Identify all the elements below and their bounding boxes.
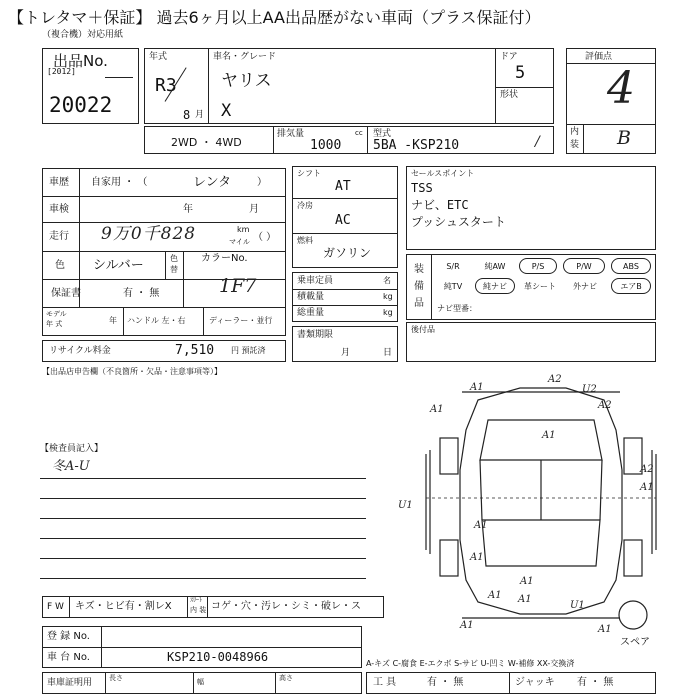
jack-label: ジャッキ [515, 677, 555, 688]
drive-options: 2WD ・ 4WD [171, 136, 242, 149]
recycle-unit: 円 預託済 [231, 346, 266, 355]
equip-alloy-wheel: 純AW [484, 262, 506, 271]
year-month: 8 [183, 108, 191, 122]
score-box [566, 48, 656, 154]
inspection-label: 車検 [49, 204, 69, 215]
score-value: 4 [607, 63, 635, 114]
spare-label: スペア [620, 637, 650, 648]
damage-mark: A2 [548, 374, 562, 385]
model-code-value: 5BA -KSP210 [373, 138, 460, 153]
chassis-value: KSP210-0048966 [167, 650, 269, 664]
ac-value: AC [335, 213, 351, 228]
equip-power-steering: P/S [519, 258, 557, 274]
equipment-label-3: 品 [414, 298, 424, 309]
interior-label-2: 装 [570, 140, 580, 150]
color-change-label-1: 色 [170, 254, 178, 263]
handle-options: ハンドル 左・右 [127, 316, 186, 325]
damage-mark: A1 [520, 576, 534, 587]
model-year-l1: モデル [46, 310, 67, 318]
color-change-label-2: 替 [170, 265, 178, 274]
fw-inside-1: ｽﾘｰﾄ [190, 597, 203, 604]
post-installed-box [406, 322, 656, 362]
load-label: 積載量 [297, 292, 325, 302]
docs-month: 月 [341, 348, 351, 358]
damage-mark: A1 [598, 624, 612, 635]
chassis-label: 車 台 No. [47, 652, 90, 663]
equip-navi: 純ナビ [475, 278, 515, 294]
recycle-label: リサイクル料金 [49, 346, 111, 356]
damage-mark: A1 [430, 404, 444, 415]
cert-height: 高さ [279, 674, 293, 682]
form-subheader: （複合機）対応用紙 [42, 30, 124, 40]
damage-mark: U2 [582, 384, 597, 395]
docs-box [292, 326, 398, 362]
tools-value: 有 ・ 無 [427, 677, 464, 688]
interior-value: B [617, 127, 631, 149]
history-options: 自家用 ・ （ [91, 177, 148, 188]
damage-mark: U1 [398, 500, 413, 511]
damage-mark: U1 [570, 600, 585, 611]
inspector-label: 【検査員記入】 [40, 444, 104, 454]
lot-number: 20022 [49, 93, 113, 117]
damage-mark: A1 [470, 382, 484, 393]
score-label: 評価点 [585, 52, 613, 62]
banner-text: 【トレタマ＋保証】 過去6ヶ月以上AA出品歴がない車両（プラス保証付） [8, 8, 541, 27]
interior-label-1: 内 [570, 127, 580, 137]
fw-inside-defects: コゲ・穴・汚レ・シミ・破レ・ス [211, 601, 361, 612]
equip-aftermarket-navi: 外ナビ [573, 282, 597, 291]
spec-row-box [144, 126, 554, 154]
fw-defects: キズ・ヒビ有・割レX [75, 601, 172, 612]
lot-stamp: [2012] [47, 67, 76, 76]
equip-power-window: P/W [563, 258, 605, 274]
fw-inside-2: 内 装 [190, 606, 207, 614]
damage-mark: A1 [474, 520, 488, 531]
equip-tv: 純TV [443, 282, 463, 291]
cert-label: 車庫証明用 [47, 678, 93, 688]
tools-box [366, 672, 656, 694]
history-label: 車歴 [49, 177, 69, 188]
jack-value: 有 ・ 無 [577, 677, 614, 688]
recycle-value: 7,510 [175, 343, 215, 358]
history-close: ） [257, 177, 267, 188]
year-label: 年式 [149, 52, 168, 62]
cert-length: 長さ [109, 674, 123, 682]
equip-leather: 革シート [524, 282, 556, 291]
model-year-l2: 年 式 [46, 320, 63, 328]
car-damage-diagram [370, 370, 690, 640]
displacement-unit: cc [355, 129, 363, 137]
equip-sr: S/R [446, 262, 460, 271]
displacement-value: 1000 [310, 138, 342, 153]
shift-label: シフト [297, 169, 321, 178]
cert-width: 幅 [197, 678, 204, 686]
mileage-value: 9万0千828 [101, 224, 197, 244]
mileage-paren: （ ） [253, 232, 277, 243]
seller-notes-label: 【出品店申告欄（不良箇所・欠品・注意事項等）】 [42, 367, 222, 376]
fuel-value: ガソリン [323, 246, 372, 260]
mileage-label: 走行 [49, 231, 69, 242]
fw-label: F W [47, 602, 64, 612]
selling-points-box [406, 166, 656, 250]
shape-label: 形状 [500, 90, 519, 100]
doors-value: 5 [515, 63, 526, 83]
mileage-unit-km: km [237, 225, 250, 234]
navi-model-label: ナビ型番： [437, 304, 477, 313]
capacity-unit: 名 [383, 276, 391, 285]
mechanical-box [292, 166, 398, 268]
vehicle-header-box [144, 48, 554, 124]
dealer-options: ディーラー・並行 [209, 316, 273, 325]
color-no-value: 1F7 [219, 275, 257, 297]
equip-abs: ABS [611, 258, 651, 274]
doors-label: ドア [500, 52, 518, 62]
model-code-check: / [535, 134, 540, 150]
color-no-label: カラーNo. [201, 253, 248, 264]
inspector-note: 冬A-U [52, 459, 90, 474]
model-name: ヤリス [221, 71, 272, 91]
inspection-year: 年 [183, 204, 193, 215]
history-value: レンタ [193, 175, 232, 190]
weight-label: 総重量 [297, 308, 325, 318]
capacity-box [292, 272, 398, 322]
recycle-box [42, 340, 286, 362]
damage-mark: A1 [542, 430, 556, 441]
selling-points-label: セールスポイント [411, 169, 475, 178]
damage-mark: A1 [518, 594, 532, 605]
damage-legend: A-キズ C-腐食 E-エクボ S-サビ U-凹ミ W-補修 XX-交換済 [366, 659, 575, 668]
registration-box [42, 626, 362, 668]
details-box [42, 168, 286, 336]
warranty-label: 保証書 [51, 288, 81, 299]
damage-mark: A1 [470, 552, 484, 563]
color-label: 色 [55, 260, 65, 271]
damage-mark: A1 [640, 482, 654, 493]
displacement-label: 排気量 [277, 129, 305, 139]
equipment-box [406, 254, 656, 320]
fw-box [42, 596, 384, 618]
tools-label: 工 具 [373, 677, 397, 688]
load-unit: kg [383, 292, 393, 301]
docs-label: 書類期限 [297, 330, 334, 340]
capacity-label: 乗車定員 [297, 276, 334, 286]
weight-unit: kg [383, 308, 393, 317]
selling-point-3: プッシュスタート [411, 215, 506, 229]
cert-box [42, 672, 362, 694]
registration-label: 登 録 No. [47, 631, 90, 642]
color-value: シルバー [93, 258, 144, 273]
year-era: R3 [155, 75, 177, 96]
damage-mark: A1 [488, 590, 502, 601]
inspection-month: 月 [249, 204, 259, 215]
post-installed-label: 後付品 [411, 325, 435, 334]
grade-name: X [221, 101, 232, 121]
docs-day: 日 [383, 348, 393, 358]
damage-mark: A1 [460, 620, 474, 631]
lot-label: 出品No. [53, 52, 108, 70]
damage-mark: A2 [640, 464, 654, 475]
year-month-suffix: 月 [195, 110, 205, 120]
equip-airbag: エアB [611, 278, 651, 294]
model-year-year: 年 [109, 316, 117, 325]
model-code-label: 型式 [373, 129, 392, 139]
shift-value: AT [335, 179, 351, 194]
name-label: 車名・グレード [213, 52, 277, 62]
equipment-label-2: 備 [414, 281, 424, 292]
selling-point-1: TSS [411, 181, 433, 195]
damage-mark: A2 [598, 400, 612, 411]
equipment-label-1: 装 [414, 264, 424, 275]
selling-point-2: ナビ、ETC [411, 198, 469, 212]
lot-box [42, 48, 139, 124]
ac-label: 冷房 [297, 201, 313, 210]
mileage-unit-mile: マイル [229, 238, 250, 246]
fuel-label: 燃料 [297, 236, 313, 245]
warranty-value: 有 ・ 無 [123, 288, 160, 299]
banner [0, 0, 700, 30]
